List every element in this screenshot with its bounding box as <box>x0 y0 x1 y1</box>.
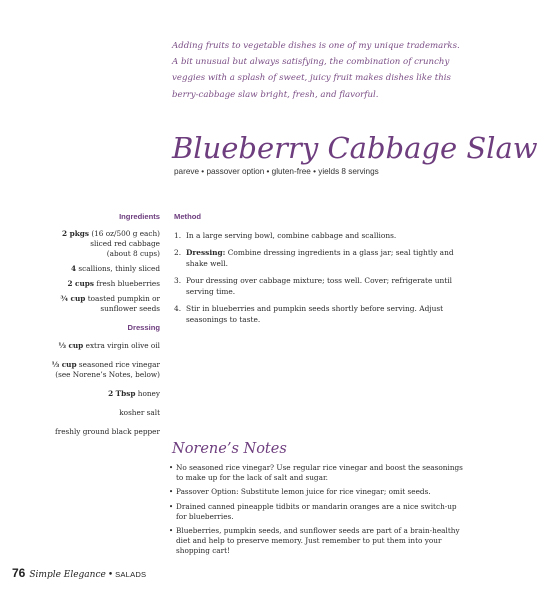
note-text: Drained canned pineapple tidbits or mandarin oranges are a nice switch-up for blueberries. <box>176 501 457 521</box>
step-number: 3. <box>174 276 182 285</box>
note-item <box>166 487 466 497</box>
bullet-icon: • <box>168 463 174 472</box>
ingredient-qty: ⅓ cup <box>51 360 77 369</box>
ingredient-item <box>10 229 160 259</box>
dressing-heading: Dressing <box>127 323 160 332</box>
step-text <box>186 276 464 297</box>
ingredient-desc: seasoned rice vinegar <box>78 360 160 369</box>
bullet-icon: • <box>168 487 174 497</box>
intro-paragraph: Adding fruits to vegetable dishes is one of my unique trademarks. A bit unusual but always satisfying, the combination of crunchy veggies with a splash of sweet, juicy fruit makes dishes like this berry-cabbage slaw bright, fresh, and flavorful. <box>172 41 460 100</box>
method-heading: Method <box>174 212 201 221</box>
note-item <box>166 502 466 522</box>
ingredient-item <box>10 264 160 274</box>
ingredient-desc: extra virgin olive oil <box>85 341 160 350</box>
step-body-text: Combine dressing ingredients in a glass jar; seal tightly and shake well. <box>186 248 454 268</box>
step-text <box>186 248 464 269</box>
ingredient-qty: 2 cups <box>67 279 95 288</box>
step-text <box>186 304 464 325</box>
note-text: Blueberries, pumpkin seeds, and sunflower seeds are part of a brain-healthy diet and help to preserve memory. Just remember to put them into your shopping cart! <box>176 526 460 556</box>
note-item <box>166 463 466 483</box>
ingredient-qty: ¾ cup <box>60 294 86 303</box>
method-column <box>174 210 464 332</box>
note-text: Passover Option: Substitute lemon juice for rice vinegar; omit seeds. <box>176 487 431 497</box>
notes-list <box>166 463 466 561</box>
step-number: 2. <box>174 248 182 257</box>
ingredient-item <box>10 427 160 437</box>
step-body-text: Pour dressing over cabbage mixture; toss well. Cover; refrigerate until serving time. <box>186 276 452 296</box>
ingredient-desc: fresh blueberries <box>96 279 160 288</box>
ingredient-qty: 2 pkgs <box>61 229 89 238</box>
ingredient-desc: (16 oz/500 g each) <box>91 229 160 238</box>
note-text: No seasoned rice vinegar? Use regular rice vinegar and boost the seasonings to make up for the lack of salt and sugar. <box>176 463 463 483</box>
method-step <box>174 304 464 325</box>
ingredient-item <box>10 360 160 380</box>
ingredient-desc: sunflower seeds <box>100 304 160 313</box>
bullet-icon: • <box>168 526 174 536</box>
method-step <box>174 248 464 269</box>
page-number: 76 <box>12 566 26 580</box>
step-number: 1. <box>174 230 182 240</box>
step-number: 4. <box>174 304 182 313</box>
ingredient-item <box>10 389 160 399</box>
ingredient-desc: toasted pumpkin or <box>87 294 160 303</box>
ingredient-desc: freshly ground black pepper <box>55 427 160 436</box>
ingredient-qty: 4 <box>71 264 77 273</box>
ingredient-item <box>10 294 160 314</box>
method-step <box>174 231 464 242</box>
step-body-text: In a large serving bowl, combine cabbage and scallions. <box>186 230 397 240</box>
ingredient-qty: 2 Tbsp <box>108 389 136 398</box>
ingredient-desc: (see Norene’s Notes, below) <box>55 370 160 379</box>
footer-separator: • <box>107 570 114 580</box>
step-body-text: Stir in blueberries and pumpkin seeds shortly before serving. Adjust seasonings to taste. <box>186 304 444 324</box>
ingredient-desc: kosher salt <box>119 408 160 417</box>
ingredient-desc: sliced red cabbage <box>90 239 160 248</box>
ingredient-item <box>10 279 160 289</box>
recipe-tags: pareve • passover option • gluten-free • yields 8 servings <box>174 167 379 176</box>
ingredient-desc: scallions, thinly sliced <box>78 264 160 273</box>
ingredient-item <box>10 341 160 351</box>
ingredients-column <box>10 210 160 446</box>
ingredients-heading: Ingredients <box>119 212 160 221</box>
method-step <box>174 276 464 297</box>
ingredient-desc: honey <box>137 389 160 398</box>
step-text <box>186 231 464 242</box>
step-lead: Dressing: <box>186 248 226 257</box>
recipe-title: Blueberry Cabbage Slaw <box>172 131 538 165</box>
ingredient-desc: (about 8 cups) <box>106 249 160 258</box>
notes-title: Norene’s Notes <box>172 441 287 457</box>
ingredient-qty: ⅓ cup <box>58 341 84 350</box>
ingredient-item <box>10 408 160 418</box>
section-name: SALADS <box>115 570 147 579</box>
book-title: Simple Elegance <box>29 570 106 580</box>
bullet-icon: • <box>168 501 174 511</box>
page-footer <box>12 566 146 580</box>
note-item <box>166 526 466 557</box>
